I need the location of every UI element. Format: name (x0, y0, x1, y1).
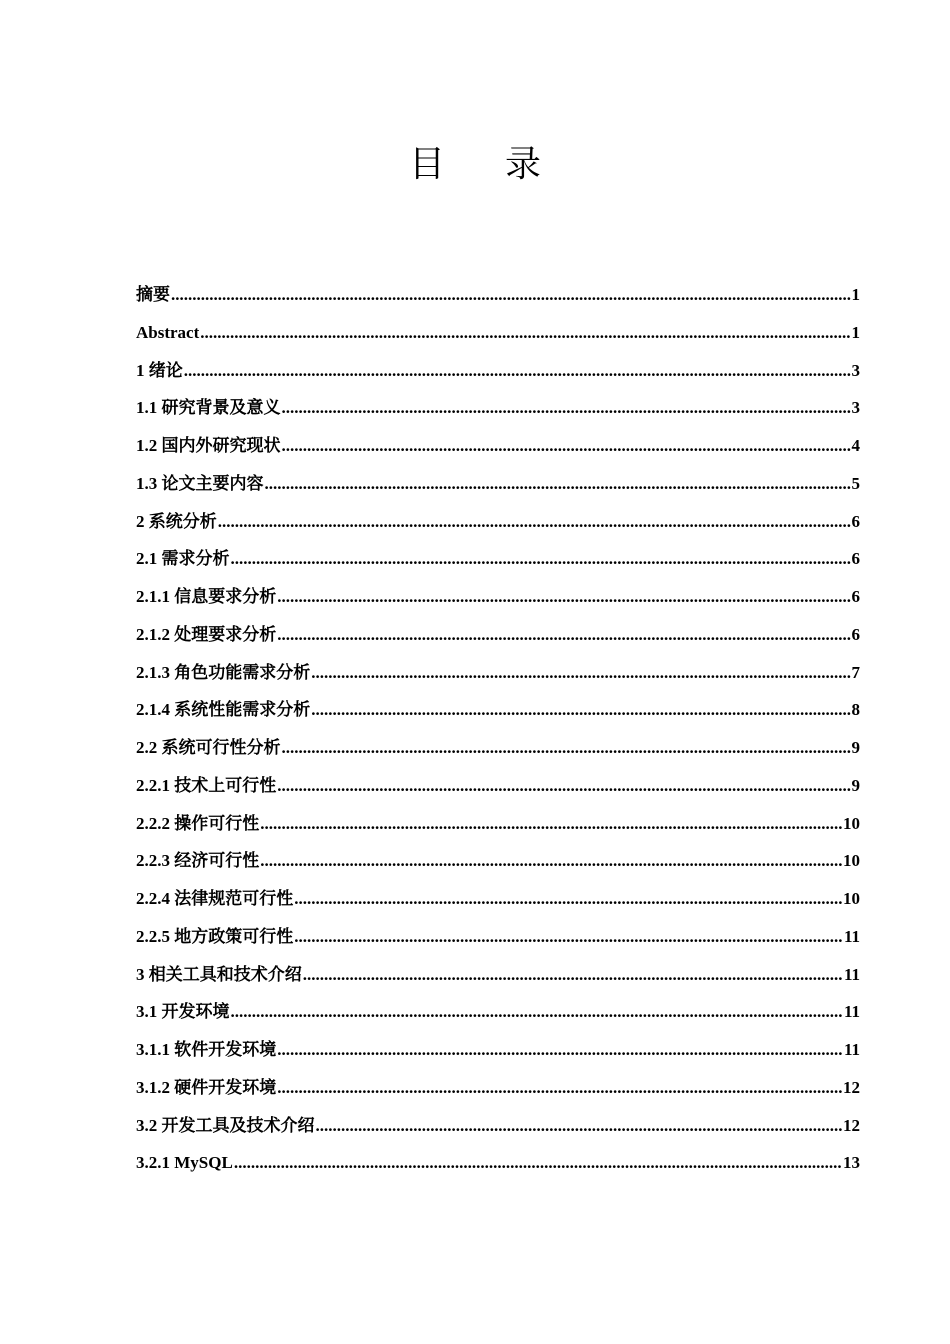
toc-entry-label: 2.1.4 系统性能需求分析 (136, 700, 311, 720)
toc-entry[interactable] (136, 314, 860, 352)
toc-entry[interactable] (136, 805, 860, 843)
toc-entry-label: 2.2.2 操作可行性 (136, 813, 260, 833)
toc-dot-leader (294, 880, 842, 918)
toc-entry-page-number: 11 (843, 926, 860, 946)
toc-dot-leader (260, 805, 842, 843)
toc-entry-label: 2.1.1 信息要求分析 (136, 587, 277, 606)
toc-entry-page-number: 3 (851, 360, 860, 380)
toc-entry[interactable] (136, 1069, 860, 1107)
toc-entry-label: 摘要 (136, 285, 170, 304)
toc-dot-leader (265, 465, 851, 503)
toc-entry-label: 2.2.1 技术上可行性 (136, 775, 277, 795)
toc-entry-page-number: 11 (843, 1040, 860, 1059)
toc-entry-page-number: 1 (851, 322, 860, 342)
toc-entry-page-number: 7 (851, 662, 860, 682)
toc-entry-label: 3.1.1 软件开发环境 (136, 1040, 277, 1059)
toc-entry-page-number: 12 (843, 1115, 860, 1135)
toc-dot-leader (234, 1144, 842, 1182)
toc-entry-page-number: 10 (843, 813, 860, 833)
toc-entry-page-number: 6 (851, 511, 860, 531)
toc-entry-label: 2.1.3 角色功能需求分析 (136, 662, 311, 682)
toc-dot-leader (294, 918, 843, 956)
toc-dot-leader (231, 540, 851, 578)
toc-dot-leader (277, 1069, 842, 1107)
toc-entry[interactable] (136, 616, 860, 654)
toc-dot-leader (171, 276, 851, 314)
toc-dot-leader (277, 767, 850, 805)
toc-entry[interactable] (136, 1031, 860, 1069)
toc-entry[interactable] (136, 842, 860, 880)
toc-entry-label: 1.3 论文主要内容 (136, 473, 264, 493)
toc-entry[interactable] (136, 352, 860, 390)
toc-dot-leader (282, 389, 851, 427)
toc-entry-label: 1.2 国内外研究现状 (136, 436, 281, 455)
toc-entry-label: 3 相关工具和技术介绍 (136, 964, 302, 984)
toc-entry[interactable] (136, 880, 860, 918)
toc-entry-label: 3.2.1 MySQL (136, 1153, 233, 1173)
table-of-contents (136, 276, 860, 1182)
toc-entry-label: 2.2 系统可行性分析 (136, 738, 281, 757)
toc-dot-leader (277, 616, 850, 654)
toc-entry[interactable] (136, 993, 860, 1031)
toc-entry-page-number: 13 (843, 1153, 860, 1173)
toc-dot-leader (200, 314, 850, 352)
toc-entry-label: 1.1 研究背景及意义 (136, 398, 281, 418)
toc-entry[interactable] (136, 956, 860, 994)
toc-entry[interactable] (136, 1107, 860, 1145)
toc-entry-page-number: 10 (843, 851, 860, 871)
toc-entry-label: 2.1 需求分析 (136, 549, 230, 569)
toc-entry-page-number: 3 (851, 398, 860, 418)
toc-entry-label: 3.1.2 硬件开发环境 (136, 1077, 277, 1097)
toc-entry-label: 2.1.2 处理要求分析 (136, 624, 277, 644)
toc-entry-page-number: 8 (851, 700, 860, 720)
toc-entry[interactable] (136, 1144, 860, 1182)
toc-entry[interactable] (136, 729, 860, 767)
toc-entry-label: 2.2.4 法律规范可行性 (136, 889, 294, 908)
toc-dot-leader (231, 993, 843, 1031)
toc-entry-page-number: 9 (851, 775, 860, 795)
toc-entry-page-number: 12 (843, 1077, 860, 1097)
toc-entry-label: Abstract (136, 322, 200, 342)
toc-dot-leader (282, 729, 851, 767)
toc-dot-leader (277, 578, 850, 616)
toc-entry[interactable] (136, 654, 860, 692)
toc-entry-page-number: 11 (843, 964, 860, 984)
toc-dot-leader (184, 352, 851, 390)
toc-entry-page-number: 6 (851, 624, 860, 644)
toc-entry-label: 2.2.5 地方政策可行性 (136, 926, 294, 946)
toc-entry-label: 2 系统分析 (136, 511, 217, 531)
toc-entry[interactable] (136, 767, 860, 805)
toc-entry[interactable] (136, 276, 860, 314)
toc-entry[interactable] (136, 578, 860, 616)
toc-dot-leader (277, 1031, 843, 1069)
toc-dot-leader (311, 654, 850, 692)
toc-dot-leader (218, 503, 851, 541)
toc-dot-leader (316, 1107, 843, 1145)
toc-entry[interactable] (136, 389, 860, 427)
toc-dot-leader (260, 842, 842, 880)
toc-entry-page-number: 6 (851, 549, 860, 569)
toc-entry-page-number: 5 (851, 473, 860, 493)
toc-entry-page-number: 9 (851, 738, 860, 757)
toc-entry-page-number: 1 (851, 285, 860, 304)
toc-entry[interactable] (136, 918, 860, 956)
toc-dot-leader (311, 691, 850, 729)
page-title: 目录 (408, 144, 601, 185)
toc-dot-leader (282, 427, 851, 465)
toc-dot-leader (303, 956, 843, 994)
toc-entry-label: 1 绪论 (136, 360, 183, 380)
toc-entry[interactable] (136, 465, 860, 503)
toc-entry-label: 3.1 开发环境 (136, 1002, 230, 1022)
toc-entry[interactable] (136, 540, 860, 578)
toc-entry-label: 2.2.3 经济可行性 (136, 851, 260, 871)
toc-entry-page-number: 4 (851, 436, 860, 455)
toc-entry-label: 3.2 开发工具及技术介绍 (136, 1115, 315, 1135)
toc-entry[interactable] (136, 691, 860, 729)
toc-entry-page-number: 10 (843, 889, 860, 908)
toc-entry[interactable] (136, 503, 860, 541)
toc-entry-page-number: 11 (843, 1002, 860, 1022)
toc-entry[interactable] (136, 427, 860, 465)
toc-entry-page-number: 6 (851, 587, 860, 606)
